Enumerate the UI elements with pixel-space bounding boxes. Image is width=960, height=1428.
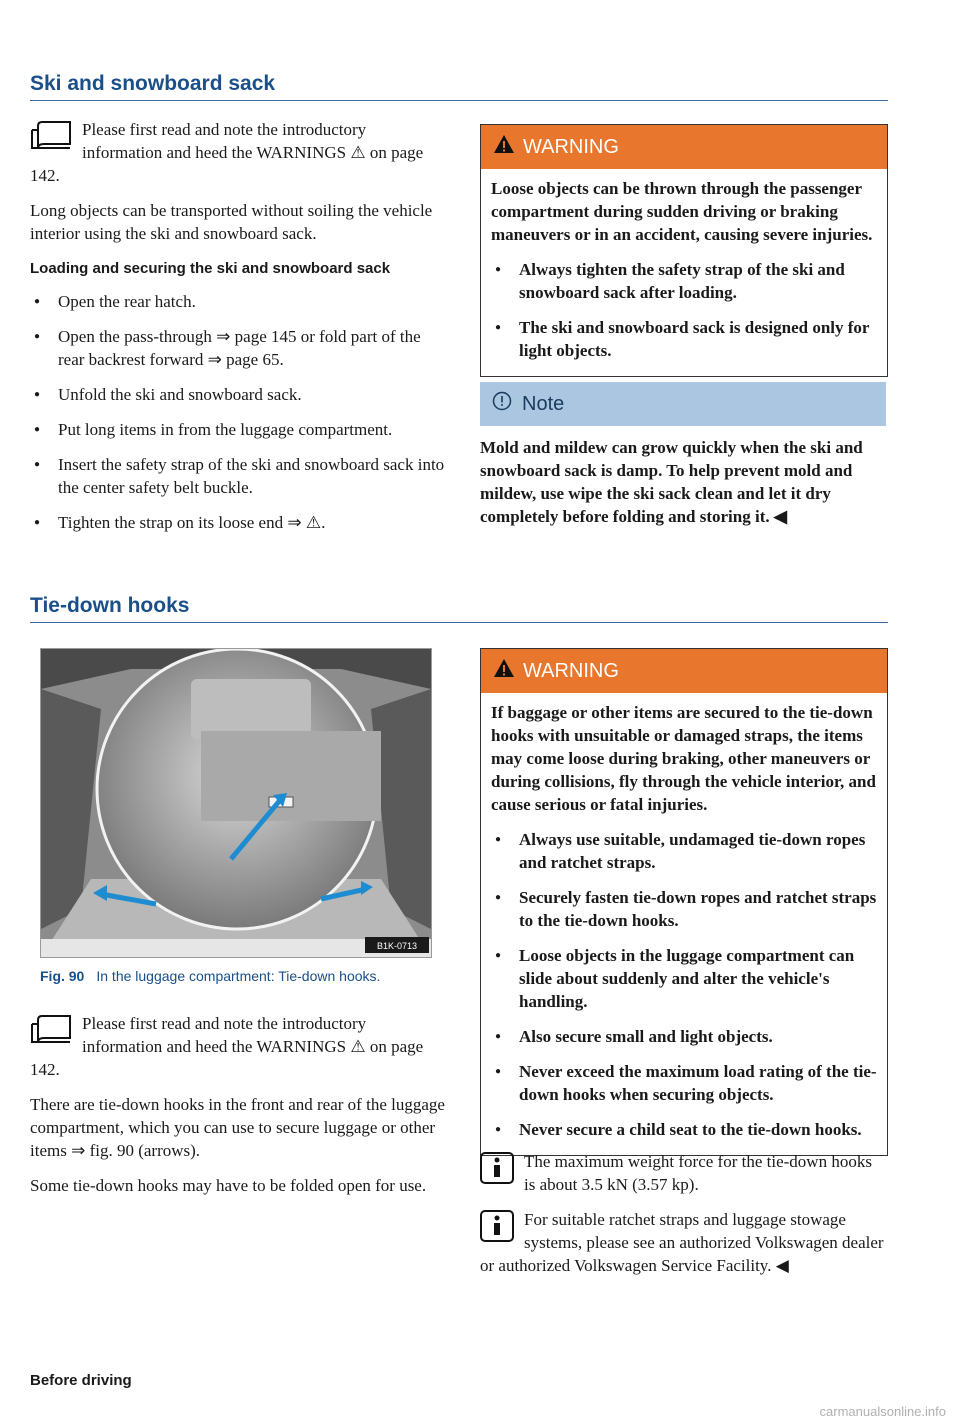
warning-box <box>480 648 888 1156</box>
subheading: Loading and securing the ski and snowboard sack <box>30 260 391 277</box>
list-item: ● Unfold the ski and snowboard sack. <box>30 383 448 406</box>
section-title-tie-down: Tie-down hooks <box>30 594 190 617</box>
section-rule <box>30 100 888 101</box>
note-label: Note <box>522 392 565 415</box>
book-icon <box>30 1014 74 1044</box>
intro-paragraph: Please first read and note the introductory information and heed the WARNINGS ⚠ on page 142. <box>30 120 424 185</box>
warning-item: ● Also secure small and light objects. <box>491 1025 877 1048</box>
warning-icon <box>493 658 515 684</box>
list-item: ● Open the pass-through ⇒ page 145 or fold part of the rear backrest forward ⇒ page 65. <box>30 325 448 371</box>
figure-label: Fig. 90 <box>40 968 85 984</box>
note-text: Mold and mildew can grow quickly when the ski and snowboard sack is damp. To help prevent mold and mildew, use wipe the ski sack clean and let it dry completely before folding and storing it. ◀ <box>480 438 863 526</box>
warning-item: ● Always tighten the safety strap of the ski and snowboard sack after loading. <box>491 258 877 304</box>
warning-item: ● Always use suitable, undamaged tie-down ropes and ratchet straps. <box>491 828 877 874</box>
watermark: carmanualsonline.info <box>819 1404 946 1419</box>
ski-sack-text <box>30 118 448 546</box>
page-footer: Before driving <box>30 1372 132 1389</box>
warning-item: ● Never secure a child seat to the tie-down hooks. <box>491 1118 877 1141</box>
section-title-ski-sack: Ski and snowboard sack <box>30 72 276 95</box>
intro-paragraph: Please first read and note the introductory information and heed the WARNINGS ⚠ on page 142. <box>30 1014 424 1079</box>
info-icon <box>480 1152 514 1184</box>
warning-item: ● The ski and snowboard sack is designed only for light objects. <box>491 316 877 362</box>
warning-box <box>480 124 888 377</box>
list-item: ● Put long items in from the luggage compartment. <box>30 418 448 441</box>
paragraph: There are tie-down hooks in the front and rear of the luggage compartment, which you can use to secure luggage or other items ⇒ fig. 90 (arrows). <box>30 1095 445 1160</box>
section-rule <box>30 622 888 623</box>
paragraph: Long objects can be transported without soiling the vehicle interior using the ski and snowboard sack. <box>30 201 433 243</box>
warning-item: ● Loose objects in the luggage compartment can slide about suddenly and alter the vehicle's handling. <box>491 944 877 1013</box>
warning-label: WARNING <box>523 659 619 682</box>
figure-luggage-compartment <box>40 648 432 958</box>
tie-down-text <box>30 1012 448 1209</box>
warning-header <box>481 125 887 169</box>
info-paragraph: For suitable ratchet straps and luggage stowage systems, please see an authorized Volkswagen dealer or authorized Volkswagen Service Facility. ◀ <box>480 1210 884 1275</box>
info-icon <box>480 1210 514 1242</box>
luggage-compartment-illustration <box>41 649 431 957</box>
warning-text: Loose objects can be thrown through the passenger compartment during sudden driving or braking maneuvers or in an accident, causing severe injuries. <box>491 179 873 244</box>
figure-caption <box>40 968 380 984</box>
warning-icon <box>493 134 515 160</box>
book-icon <box>30 120 74 150</box>
list-item: ● Insert the safety strap of the ski and snowboard sack into the center safety belt buckle. <box>30 453 448 499</box>
warning-header <box>481 649 887 693</box>
list-item: ● Open the rear hatch. <box>30 290 448 313</box>
paragraph: Some tie-down hooks may have to be folded open for use. <box>30 1176 427 1195</box>
info-paragraph: The maximum weight force for the tie-down hooks is about 3.5 kN (3.57 kp). <box>480 1150 886 1196</box>
warning-item: ● Securely fasten tie-down ropes and ratchet straps to the tie-down hooks. <box>491 886 877 932</box>
note-header <box>480 382 886 426</box>
warning-text: If baggage or other items are secured to the tie-down hooks with unsuitable or damaged straps, the items may come loose during braking, other maneuvers or during collisions, fly through the vehicle interior, and cause serious or fatal injuries. <box>491 703 876 814</box>
figure-code: B1K-0713 <box>376 941 418 951</box>
info-text <box>480 1150 886 1289</box>
note-box <box>480 382 886 528</box>
info-circle-icon <box>492 391 512 417</box>
warning-item: ● Never exceed the maximum load rating of the tie-down hooks when securing objects. <box>491 1060 877 1106</box>
list-item: ● Tighten the strap on its loose end ⇒ ⚠. <box>30 511 448 534</box>
warning-label: WARNING <box>523 135 619 158</box>
figure-caption-text: In the luggage compartment: Tie-down hooks. <box>96 968 381 984</box>
